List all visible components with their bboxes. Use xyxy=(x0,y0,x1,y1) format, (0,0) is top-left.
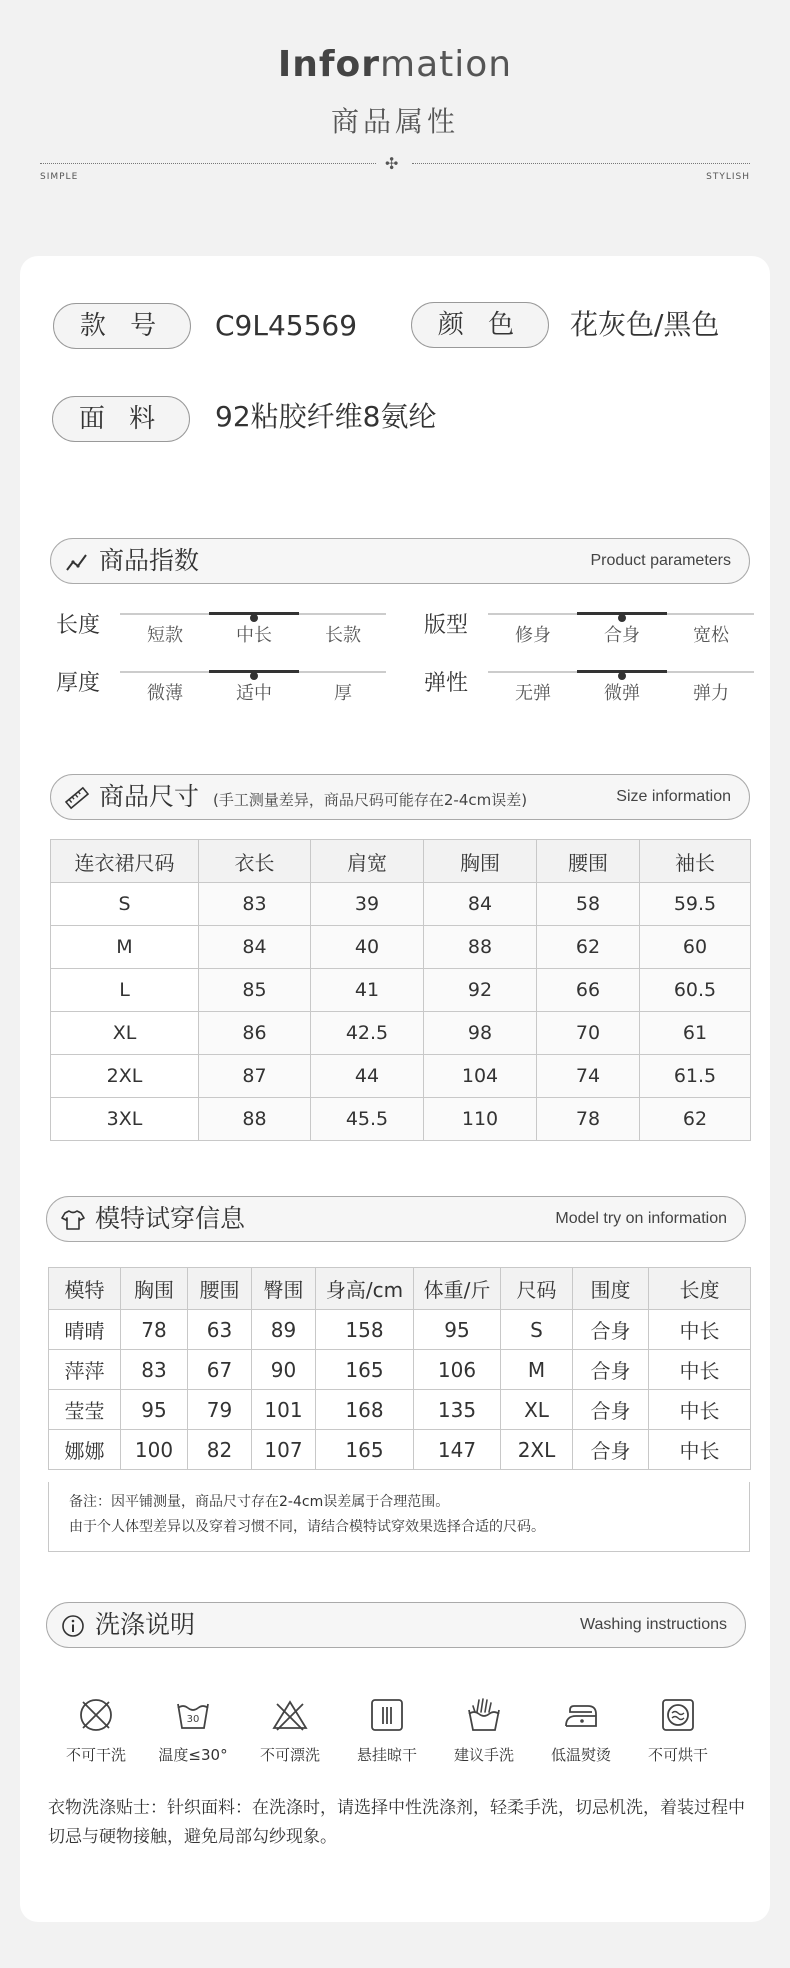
care-tips: 衣物洗涤贴士：针织面料：在洗涤时，请选择中性洗涤剂，轻柔手洗，切忌机洗，着装过程中切忌与硬物接触，避免局部勾纱现象。 xyxy=(48,1798,745,1847)
table-cell: 60.5 xyxy=(640,969,751,1012)
table-cell: 95 xyxy=(121,1390,188,1430)
no-bleach-icon xyxy=(271,1696,309,1734)
table-cell: 60 xyxy=(640,926,751,969)
table-cell: 萍萍 xyxy=(49,1350,121,1390)
table-cell: 44 xyxy=(311,1055,424,1098)
section-en-title: Product parameters xyxy=(590,552,731,569)
column-header: 模特 xyxy=(49,1268,121,1310)
table-cell: 95 xyxy=(414,1310,501,1350)
param-option: 长款 xyxy=(325,625,361,646)
table-cell: XL xyxy=(51,1012,199,1055)
wash-item xyxy=(153,1696,233,1765)
table-cell: 61 xyxy=(640,1012,751,1055)
table-cell: 中长 xyxy=(649,1350,751,1390)
table-cell: 莹莹 xyxy=(49,1390,121,1430)
param-option: 厚 xyxy=(334,683,352,704)
low-iron-icon xyxy=(562,1696,600,1734)
color-value: 花灰色/黑色 xyxy=(570,308,720,341)
fit-note xyxy=(48,1482,750,1552)
table-cell: 62 xyxy=(640,1098,751,1141)
table-row xyxy=(49,1390,751,1430)
table-cell: 2XL xyxy=(501,1430,573,1470)
wash-label: 建议手洗 xyxy=(453,1746,514,1764)
section-title: 模特试穿信息 xyxy=(95,1204,246,1233)
table-cell: 62 xyxy=(537,926,640,969)
param-label: 版型 xyxy=(424,613,469,638)
section-title xyxy=(99,775,527,822)
tag-stylish: STYLISH xyxy=(706,172,750,182)
wash-item xyxy=(444,1696,524,1765)
param-option-selected: 中长 xyxy=(236,625,272,646)
table-cell: 84 xyxy=(424,883,537,926)
table-cell: 147 xyxy=(414,1430,501,1470)
table-cell: 106 xyxy=(414,1350,501,1390)
table-cell: 中长 xyxy=(649,1390,751,1430)
table-cell: 合身 xyxy=(573,1350,649,1390)
table-row xyxy=(51,1012,751,1055)
table-cell: 168 xyxy=(316,1390,414,1430)
table-cell: 59.5 xyxy=(640,883,751,926)
page-title xyxy=(0,44,790,85)
table-cell: 合身 xyxy=(573,1310,649,1350)
table-cell: S xyxy=(501,1310,573,1350)
section-washing-instructions xyxy=(46,1602,746,1648)
table-row xyxy=(49,1310,751,1350)
table-row xyxy=(51,883,751,926)
ruler-icon xyxy=(65,786,89,810)
divider-left xyxy=(40,163,376,164)
table-cell: 41 xyxy=(311,969,424,1012)
table-cell: 104 xyxy=(424,1055,537,1098)
table-cell: 135 xyxy=(414,1390,501,1430)
table-cell: 110 xyxy=(424,1098,537,1141)
wash-item xyxy=(56,1696,136,1765)
table-cell: 92 xyxy=(424,969,537,1012)
wash-label: 不可干洗 xyxy=(65,1746,126,1764)
title-bold: Infor xyxy=(277,44,381,85)
column-header: 臀围 xyxy=(252,1268,316,1310)
table-cell: 45.5 xyxy=(311,1098,424,1141)
wash-item xyxy=(541,1696,621,1765)
style-number-value: C9L45569 xyxy=(215,309,358,342)
table-cell: 40 xyxy=(311,926,424,969)
table-cell: 中长 xyxy=(649,1430,751,1470)
section-en-title: Size information xyxy=(616,788,731,805)
table-cell: 89 xyxy=(252,1310,316,1350)
param-label: 长度 xyxy=(56,613,101,638)
tshirt-icon xyxy=(61,1208,85,1232)
column-header: 腰围 xyxy=(188,1268,252,1310)
table-cell: 98 xyxy=(424,1012,537,1055)
param-option: 微薄 xyxy=(147,683,183,704)
column-header: 连衣裙尺码 xyxy=(51,840,199,883)
table-cell: 63 xyxy=(188,1310,252,1350)
table-cell: 83 xyxy=(121,1350,188,1390)
section-title: 洗涤说明 xyxy=(95,1610,196,1639)
table-cell: 70 xyxy=(537,1012,640,1055)
column-header: 体重/斤 xyxy=(414,1268,501,1310)
table-cell: 165 xyxy=(316,1350,414,1390)
column-header: 肩宽 xyxy=(311,840,424,883)
column-header: 围度 xyxy=(573,1268,649,1310)
param-label: 弹性 xyxy=(424,671,469,696)
no-dry-clean-icon xyxy=(77,1696,115,1734)
param-option: 无弹 xyxy=(515,683,551,704)
section-en-title: Model try on information xyxy=(555,1210,727,1227)
table-cell: 58 xyxy=(537,883,640,926)
table-cell: 85 xyxy=(199,969,311,1012)
info-icon xyxy=(61,1614,85,1638)
section-en-title: Washing instructions xyxy=(579,1616,727,1633)
table-cell: 165 xyxy=(316,1430,414,1470)
size-note: (手工测量差异，商品尺码可能存在2-4cm误差) xyxy=(213,791,528,809)
table-cell: M xyxy=(501,1350,573,1390)
table-cell: 39 xyxy=(311,883,424,926)
tag-simple: SIMPLE xyxy=(40,172,79,182)
color-label: 颜 色 xyxy=(411,302,549,348)
table-cell: 74 xyxy=(537,1055,640,1098)
table-cell: 88 xyxy=(424,926,537,969)
table-row xyxy=(49,1430,751,1470)
wash-temp: 30 xyxy=(186,1714,200,1725)
column-header: 袖长 xyxy=(640,840,751,883)
table-cell: 娜娜 xyxy=(49,1430,121,1470)
wash-label: 不可烘干 xyxy=(647,1746,708,1764)
table-cell: 中长 xyxy=(649,1310,751,1350)
section-title: 商品指数 xyxy=(99,546,200,575)
param-option-selected: 合身 xyxy=(604,625,640,646)
table-cell: 61.5 xyxy=(640,1055,751,1098)
wash-label: 低温熨烫 xyxy=(550,1746,611,1764)
table-cell: 84 xyxy=(199,926,311,969)
table-cell: 79 xyxy=(188,1390,252,1430)
column-header: 身高/cm xyxy=(316,1268,414,1310)
model-table xyxy=(48,1267,751,1470)
section-size-information xyxy=(50,774,750,820)
wash-label: 悬挂晾干 xyxy=(356,1746,417,1764)
table-cell: 107 xyxy=(252,1430,316,1470)
column-header: 尺码 xyxy=(501,1268,573,1310)
trend-line-icon xyxy=(65,550,89,574)
table-cell: 101 xyxy=(252,1390,316,1430)
section-model-try-on xyxy=(46,1196,746,1242)
table-cell: 100 xyxy=(121,1430,188,1470)
page-subtitle: 商品属性 xyxy=(330,105,459,138)
table-cell: 78 xyxy=(537,1098,640,1141)
column-header: 胸围 xyxy=(121,1268,188,1310)
wash-label: 温度≤30° xyxy=(158,1746,228,1764)
param-option-selected: 适中 xyxy=(236,683,272,704)
param-option: 短款 xyxy=(147,625,183,646)
cross-ornament-icon: ✣ xyxy=(385,154,399,173)
divider-right xyxy=(412,163,750,164)
title-rest: mation xyxy=(380,44,513,85)
column-header: 腰围 xyxy=(537,840,640,883)
section-product-parameters xyxy=(50,538,750,584)
note-line: 由于个人体型差异以及穿着习惯不同，请结合模特试穿效果选择合适的尺码。 xyxy=(69,1519,545,1535)
wash-item xyxy=(638,1696,718,1765)
wash-item xyxy=(250,1696,330,1765)
table-row xyxy=(51,969,751,1012)
table-row xyxy=(49,1350,751,1390)
table-row xyxy=(51,1055,751,1098)
table-cell: 合身 xyxy=(573,1430,649,1470)
wash-item xyxy=(347,1696,427,1765)
table-cell: 158 xyxy=(316,1310,414,1350)
table-cell: L xyxy=(51,969,199,1012)
table-cell: 晴晴 xyxy=(49,1310,121,1350)
param-option-selected: 微弹 xyxy=(604,683,640,704)
hang-dry-icon xyxy=(368,1696,406,1734)
param-option: 宽松 xyxy=(693,625,729,646)
fabric-value: 92粘胶纤维8氨纶 xyxy=(215,400,437,433)
table-cell: 67 xyxy=(188,1350,252,1390)
table-cell: 2XL xyxy=(51,1055,199,1098)
wash-label: 不可漂洗 xyxy=(259,1746,320,1764)
table-header-row xyxy=(51,840,751,883)
table-cell: 87 xyxy=(199,1055,311,1098)
size-table xyxy=(50,839,751,1141)
size-title: 商品尺寸 xyxy=(99,782,200,811)
note-line: 备注：因平铺测量，商品尺寸存在2-4cm误差属于合理范围。 xyxy=(69,1494,450,1510)
column-header: 衣长 xyxy=(199,840,311,883)
wash-30-icon xyxy=(174,1696,212,1734)
table-header-row xyxy=(49,1268,751,1310)
info-card xyxy=(20,256,770,1922)
table-row xyxy=(51,926,751,969)
fabric-label: 面 料 xyxy=(52,396,190,442)
no-tumble-dry-icon xyxy=(659,1696,697,1734)
table-cell: 78 xyxy=(121,1310,188,1350)
column-header: 长度 xyxy=(649,1268,751,1310)
table-cell: 3XL xyxy=(51,1098,199,1141)
table-cell: 合身 xyxy=(573,1390,649,1430)
column-header: 胸围 xyxy=(424,840,537,883)
table-cell: 90 xyxy=(252,1350,316,1390)
table-cell: 82 xyxy=(188,1430,252,1470)
table-row xyxy=(51,1098,751,1141)
table-cell: XL xyxy=(501,1390,573,1430)
table-cell: 88 xyxy=(199,1098,311,1141)
style-number-label: 款 号 xyxy=(53,303,191,349)
table-cell: M xyxy=(51,926,199,969)
param-option: 修身 xyxy=(515,625,551,646)
table-cell: 66 xyxy=(537,969,640,1012)
table-cell: 83 xyxy=(199,883,311,926)
table-cell: 86 xyxy=(199,1012,311,1055)
hand-wash-icon xyxy=(465,1696,503,1734)
table-cell: S xyxy=(51,883,199,926)
table-cell: 42.5 xyxy=(311,1012,424,1055)
param-option: 弹力 xyxy=(693,683,729,704)
param-label: 厚度 xyxy=(56,671,101,696)
